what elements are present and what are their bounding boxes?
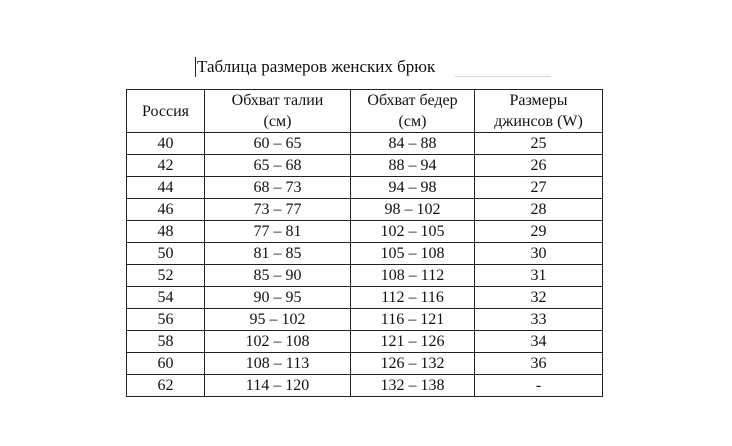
header-line: Размеры <box>509 92 568 109</box>
waist-cell: 68 – 73 <box>205 177 351 199</box>
size-table <box>126 89 603 397</box>
table-row <box>127 243 603 265</box>
hips-cell: 84 – 88 <box>351 133 475 155</box>
waist-cell: 65 – 68 <box>205 155 351 177</box>
russia-size-cell: 44 <box>127 177 205 199</box>
header-hips <box>351 90 475 133</box>
jeans-size-cell: 28 <box>475 199 603 221</box>
size-table-body <box>127 133 603 397</box>
header-line: Обхват бедер <box>367 92 458 109</box>
header-line: Россия <box>141 102 190 120</box>
header-russia <box>127 90 205 133</box>
header-row <box>127 90 603 133</box>
table-row <box>127 221 603 243</box>
hips-cell: 132 – 138 <box>351 375 475 397</box>
hips-cell: 112 – 116 <box>351 287 475 309</box>
hips-cell: 121 – 126 <box>351 331 475 353</box>
waist-cell: 108 – 113 <box>205 353 351 375</box>
russia-size-cell: 54 <box>127 287 205 309</box>
jeans-size-cell: 32 <box>475 287 603 309</box>
header-jeans-size <box>475 90 603 133</box>
hips-cell: 98 – 102 <box>351 199 475 221</box>
russia-size-cell: 56 <box>127 309 205 331</box>
jeans-size-cell: 25 <box>475 133 603 155</box>
header-line: (см) <box>398 113 427 130</box>
jeans-size-cell: 31 <box>475 265 603 287</box>
russia-size-cell: 46 <box>127 199 205 221</box>
hips-cell: 105 – 108 <box>351 243 475 265</box>
hips-cell: 116 – 121 <box>351 309 475 331</box>
header-line: (см) <box>263 113 292 130</box>
header-line: Обхват талии <box>231 92 324 109</box>
hips-cell: 94 – 98 <box>351 177 475 199</box>
russia-size-cell: 58 <box>127 331 205 353</box>
header-line: джинсов (W) <box>494 113 583 130</box>
waist-cell: 102 – 108 <box>205 331 351 353</box>
size-table-header <box>127 90 603 133</box>
jeans-size-cell: 30 <box>475 243 603 265</box>
caption-underline <box>455 76 551 77</box>
table-row <box>127 375 603 397</box>
waist-cell: 73 – 77 <box>205 199 351 221</box>
waist-cell: 85 – 90 <box>205 265 351 287</box>
waist-cell: 114 – 120 <box>205 375 351 397</box>
jeans-size-cell: 34 <box>475 331 603 353</box>
waist-cell: 95 – 102 <box>205 309 351 331</box>
russia-size-cell: 62 <box>127 375 205 397</box>
russia-size-cell: 42 <box>127 155 205 177</box>
jeans-size-cell: 27 <box>475 177 603 199</box>
jeans-size-cell: 26 <box>475 155 603 177</box>
table-row <box>127 353 603 375</box>
waist-cell: 81 – 85 <box>205 243 351 265</box>
waist-cell: 77 – 81 <box>205 221 351 243</box>
jeans-size-cell: - <box>475 375 603 397</box>
table-row <box>127 287 603 309</box>
russia-size-cell: 48 <box>127 221 205 243</box>
table-row <box>127 309 603 331</box>
hips-cell: 108 – 112 <box>351 265 475 287</box>
table-row <box>127 155 603 177</box>
jeans-size-cell: 29 <box>475 221 603 243</box>
russia-size-cell: 50 <box>127 243 205 265</box>
hips-cell: 126 – 132 <box>351 353 475 375</box>
russia-size-cell: 52 <box>127 265 205 287</box>
waist-cell: 90 – 95 <box>205 287 351 309</box>
table-row <box>127 265 603 287</box>
jeans-size-cell: 33 <box>475 309 603 331</box>
table-row <box>127 177 603 199</box>
text-cursor <box>195 57 196 77</box>
table-row <box>127 133 603 155</box>
table-row <box>127 199 603 221</box>
jeans-size-cell: 36 <box>475 353 603 375</box>
hips-cell: 88 – 94 <box>351 155 475 177</box>
hips-cell: 102 – 105 <box>351 221 475 243</box>
header-waist <box>205 90 351 133</box>
russia-size-cell: 60 <box>127 353 205 375</box>
table-caption: Таблица размеров женских брюк <box>197 57 436 76</box>
table-row <box>127 331 603 353</box>
waist-cell: 60 – 65 <box>205 133 351 155</box>
russia-size-cell: 40 <box>127 133 205 155</box>
